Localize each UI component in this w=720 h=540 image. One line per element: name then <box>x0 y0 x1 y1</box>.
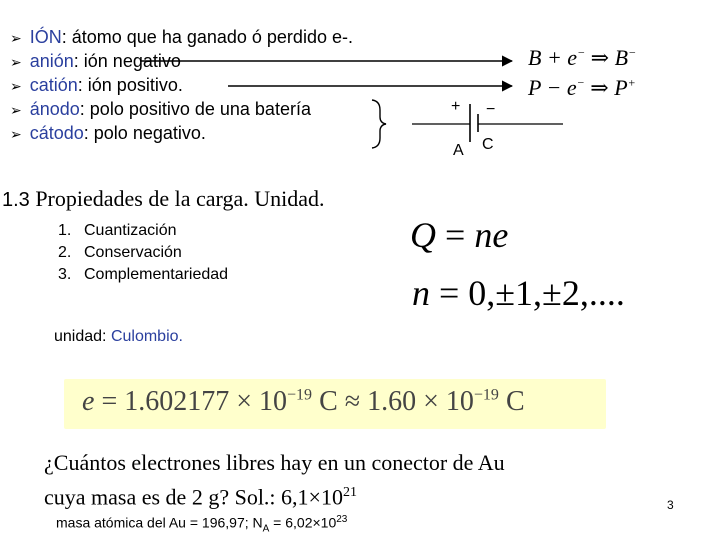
list-item <box>58 220 228 242</box>
cation-charge: + <box>627 75 636 90</box>
list-number: 3. <box>58 266 72 283</box>
properties-list <box>58 220 228 286</box>
term-anion: anión <box>29 51 74 71</box>
property-label: Cuantización <box>84 222 177 239</box>
question-line-1: ¿Cuántos electrones libres hay en un conector de Au <box>44 450 505 475</box>
definition-anion: : ión negativo <box>73 51 181 71</box>
arrow-bullet-icon: ➢ <box>10 55 22 71</box>
anion-reactants: B + e <box>528 45 578 70</box>
cation-reaction <box>528 75 636 101</box>
unit-line <box>54 328 183 346</box>
list-item <box>58 242 228 264</box>
arrow-bullet-icon: ➢ <box>10 103 22 119</box>
term-cathode: cátodo <box>29 123 84 143</box>
exponent: −19 <box>473 386 499 404</box>
arrow-bullet-icon: ➢ <box>10 127 22 143</box>
formula-ne: ne <box>474 215 509 255</box>
implies-arrow-icon: ⇒ <box>590 45 610 70</box>
formula-n: n <box>412 273 430 313</box>
n-values-formula <box>412 272 625 314</box>
charge-quantization-formula <box>410 214 508 256</box>
property-label: Conservación <box>84 244 182 261</box>
section-number: 1.3 <box>2 189 30 211</box>
list-item <box>58 264 228 286</box>
anion-charge: − <box>628 45 637 60</box>
question-line-2: cuya masa es de 2 g? Sol.: 6,1×10 <box>44 484 343 510</box>
arrow-bullet-icon: ➢ <box>10 79 22 95</box>
anion-reaction <box>528 45 636 71</box>
elementary-charge-equation <box>82 386 525 418</box>
arrow-bullet-icon: ➢ <box>10 31 22 47</box>
electron-charge: − <box>576 75 585 90</box>
formula-n-values: = 0,±1,±2,.... <box>430 273 625 313</box>
implies-arrow-icon: ⇒ <box>590 75 609 100</box>
cation-product: P <box>614 75 628 100</box>
exponent: −19 <box>287 386 313 404</box>
cation-reactants: P − e <box>528 75 577 100</box>
term-cation: catión <box>29 75 78 95</box>
section-heading <box>2 186 324 212</box>
cathode-label: C <box>482 136 494 153</box>
unit-value: Culombio. <box>110 328 183 345</box>
avogadro-exponent: 23 <box>336 514 348 525</box>
electrode-brace-icon <box>372 100 386 148</box>
avogadro-subscript: A <box>262 523 270 535</box>
coulomb-unit: C <box>498 386 525 417</box>
atomic-mass-note <box>56 514 347 534</box>
definition-ion: : átomo que ha ganado ó perdido e-. <box>61 27 353 47</box>
battery-minus-label: − <box>486 101 496 118</box>
answer-exponent: 21 <box>342 485 357 500</box>
definition-anode: : polo positivo de una batería <box>79 99 311 119</box>
definition-cation: : ión positivo. <box>77 75 183 95</box>
unit-label: unidad: <box>54 328 111 345</box>
approx-value: C ≈ 1.60 × 10 <box>312 386 474 417</box>
section-title: Propiedades de la carga. Unidad. <box>35 186 325 211</box>
exercise-question <box>44 448 505 512</box>
page-number: 3 <box>667 498 674 512</box>
term-ion: IÓN <box>29 27 62 47</box>
anion-product: B <box>614 45 629 70</box>
electron-charge: − <box>577 45 586 60</box>
note-text: masa atómica del Au = 196,97; N <box>56 514 263 531</box>
battery-plus-label: + <box>451 98 461 115</box>
anode-label: A <box>453 142 464 159</box>
property-label: Complementariedad <box>84 266 229 283</box>
definition-cathode: : polo negativo. <box>83 123 206 143</box>
list-number: 2. <box>58 244 72 261</box>
formula-equals: = <box>436 215 475 255</box>
note-text-2: = 6,02×10 <box>269 514 337 531</box>
exact-value: = 1.602177 × 10 <box>101 386 288 417</box>
list-number: 1. <box>58 222 72 239</box>
charge-symbol: e <box>82 386 95 417</box>
formula-q: Q <box>410 215 436 255</box>
term-anode: ánodo <box>29 99 80 119</box>
